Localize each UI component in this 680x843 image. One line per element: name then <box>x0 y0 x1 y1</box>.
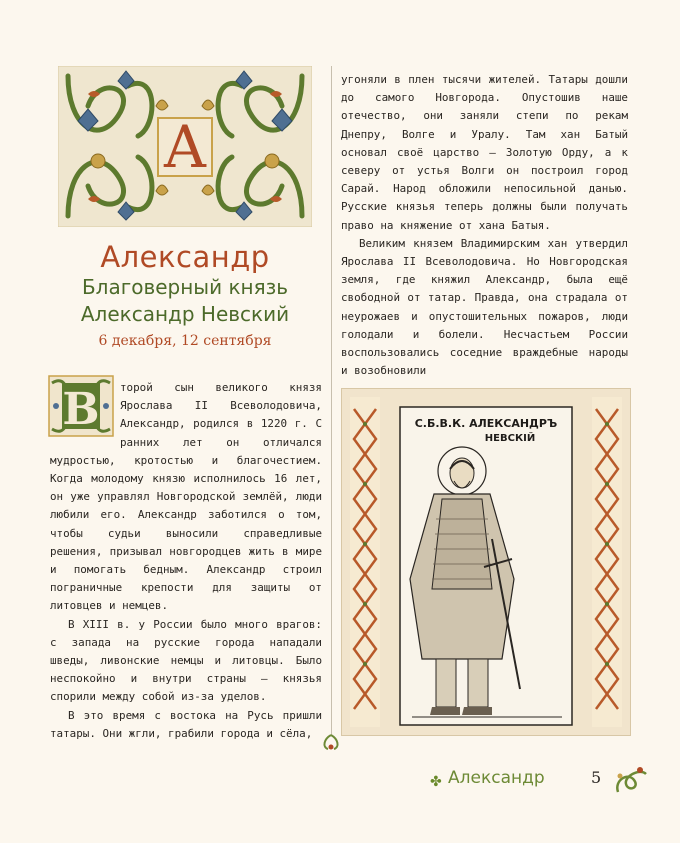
icon-inscription-2: НЕВСКIЙ <box>484 433 536 444</box>
header-ornament <box>58 66 312 227</box>
paragraph-5: Великим князем Владимирским хан утвердил Ярослава II Всеволодовича. Но Новгородская земля, где княжил Александр, была ещё свободной от татар. Правда, она страдала от неурожаев и опустошительных пожаров, люди голодали и болели. Несчастьем России воспользовались соседние враждебные народы и возобновили <box>341 236 628 378</box>
ornament-initial: А <box>163 113 207 181</box>
paragraph-1-text: торой сын великого князя Ярослава II Всеволодовича, Александр, родился в 1220 г. С ранних лет он отличался мудростью, кротостью и благочестием. Когда молодому князю исполнилось 16 лет, он уже управлял Новгородской землёй, люди любили его. Александр заботился о том, чтобы судьи выносили справедливые решения, призывал новгородцев жить в мире и помогать бедным. Александр строил пограничные крепости для защиты от литовцев и немцев. <box>50 381 322 613</box>
saint-icon-drawing <box>342 389 630 735</box>
footer-flourish-icon <box>610 762 650 798</box>
icon-illustration <box>341 388 631 736</box>
right-border-ornament <box>592 397 622 727</box>
dropcap-letter: В <box>62 384 100 435</box>
left-border-ornament <box>350 397 380 727</box>
running-title: Александр <box>448 768 545 788</box>
feast-dates: 6 декабря, 12 сентября <box>98 333 272 349</box>
footer-cross-icon: ✤ <box>430 774 442 790</box>
dropcap-ornament <box>48 375 114 437</box>
icon-inscription-1: С.Б.В.К. АЛЕКСАНДРЪ <box>414 417 558 430</box>
paragraph-3: В это время с востока на Русь пришли татары. Они жгли, грабили города и сёла, <box>50 708 322 740</box>
saint-name-title: Александр <box>100 240 270 274</box>
right-text-column <box>341 71 628 380</box>
saint-subtitle-line1: Благоверный князь <box>81 275 289 299</box>
paragraph-1 <box>50 379 322 616</box>
saint-subtitle-line2: Александр Невский <box>80 302 290 326</box>
page-footer <box>430 768 660 798</box>
left-text-column <box>50 379 322 743</box>
divider-flourish <box>316 733 346 753</box>
column-divider <box>331 66 332 736</box>
paragraph-4: угоняли в плен тысячи жителей. Татары дошли до самого Новгорода. Опустошив наше отечество, они заняли степи по рекам Днепру, Волге и Уралу. Там хан Батый основал своё царство — Золотую Орду, а к северу от устья Волги он построил город Сарай. Народ обложили непосильной данью. Русские князья теперь должны были получать право на княжение от хана Батыя. <box>341 73 628 232</box>
title-block <box>40 240 330 352</box>
page-number: 5 <box>591 768 602 787</box>
paragraph-2: В XIII в. у России было много врагов: с запада на русские города нападали шведы, ливонские немцы и литовцы. Было неспокойно и внутри страны — князья спорили между собой из-за уделов. <box>50 617 322 704</box>
